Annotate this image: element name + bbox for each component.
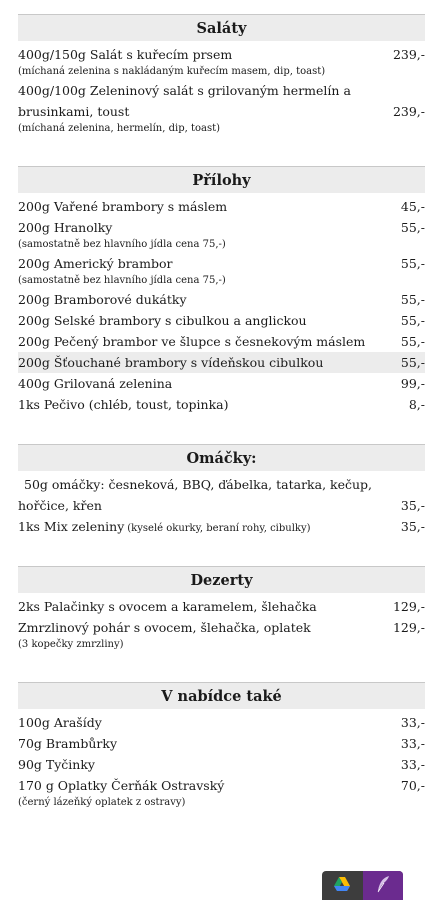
section-title: Omáčky: (18, 444, 425, 471)
item-name: 200g Americký brambor (18, 256, 173, 271)
item-price: 55,- (400, 334, 425, 349)
item-note: (samostatně bez hlavního jídla cena 75,-) (18, 239, 226, 250)
item-name: 2ks Palačinky s ovocem a karamelem, šlehačka (18, 599, 317, 614)
item-price: 55,- (400, 292, 425, 307)
feather-pen-button[interactable] (363, 871, 404, 900)
section-title: Saláty (18, 14, 425, 41)
item-price: 55,- (400, 313, 425, 328)
item-price: 55,- (400, 355, 425, 370)
section-title: V nabídce také (18, 682, 425, 709)
feather-pen-icon (376, 875, 390, 896)
menu-item (18, 310, 425, 331)
item-name: 50g omáčky: česneková, BBQ, ďábelka, tatarka, kečup, (24, 477, 373, 492)
menu-item (18, 733, 425, 754)
menu (18, 14, 425, 840)
section-salaty (18, 14, 425, 137)
menu-item (18, 253, 425, 274)
item-note: (3 kopečky zmrzliny) (18, 639, 124, 650)
item-price: 129,- (392, 599, 425, 614)
item-name: 90g Tyčinky (18, 757, 95, 772)
item-price: 239,- (392, 104, 425, 119)
menu-item (18, 596, 425, 617)
menu-item-highlighted (18, 352, 425, 373)
item-name: 200g Hranolky (18, 220, 113, 235)
floating-toolbar (322, 871, 403, 900)
item-name: 400g/150g Salát s kuřecím prsem (18, 47, 233, 62)
item-name: 1ks Mix zeleniny (18, 519, 125, 534)
item-price: 55,- (400, 256, 425, 271)
item-note: (černý lázeňký oplatek z ostravy) (18, 797, 186, 808)
section-omacky (18, 444, 425, 537)
menu-item (18, 617, 425, 638)
item-price: 45,- (400, 199, 425, 214)
drive-icon (334, 877, 350, 894)
item-name: 200g Pečený brambor ve šlupce s česnekovým máslem (18, 334, 366, 349)
item-note: (samostatně bez hlavního jídla cena 75,-) (18, 275, 226, 286)
item-price: 33,- (400, 757, 425, 772)
menu-item (18, 44, 425, 65)
item-name: 200g Vařené brambory s máslem (18, 199, 228, 214)
section-v-nabidce-take (18, 682, 425, 811)
item-price: 33,- (400, 736, 425, 751)
section-prilohy (18, 166, 425, 415)
item-name: 400g/100g Zeleninový salát s grilovaným hermelín a brusinkami, toust (18, 83, 351, 119)
menu-item (18, 331, 425, 352)
menu-item (18, 754, 425, 775)
item-price: 55,- (400, 220, 425, 235)
item-note: (míchaná zelenina s nakládaným kuřecím masem, dip, toast) (18, 66, 326, 77)
item-price: 70,- (400, 778, 425, 793)
menu-item (18, 80, 425, 122)
item-price: 33,- (400, 715, 425, 730)
section-title: Dezerty (18, 566, 425, 593)
item-name: 170 g Oplatky Čerňák Ostravský (18, 778, 225, 793)
menu-item (18, 196, 425, 217)
item-name: 200g Bramborové dukátky (18, 292, 187, 307)
item-price: 35,- (400, 498, 425, 513)
item-name: 200g Šťouchané brambory s vídeňskou cibulkou (18, 355, 324, 370)
item-name: 100g Arašídy (18, 715, 102, 730)
menu-item (18, 217, 425, 238)
item-note: (míchaná zelenina, hermelín, dip, toast) (18, 123, 221, 134)
item-price: 8,- (408, 397, 425, 412)
menu-item (18, 394, 425, 415)
item-price: 35,- (400, 519, 425, 534)
section-title: Přílohy (18, 166, 425, 193)
item-name: Zmrzlinový pohár s ovocem, šlehačka, oplatek (18, 620, 311, 635)
menu-item (18, 474, 425, 495)
item-name: 400g Grilovaná zelenina (18, 376, 173, 391)
item-price: 239,- (392, 47, 425, 62)
item-name: 70g Brambůrky (18, 736, 118, 751)
menu-item (18, 495, 425, 516)
item-name: 200g Selské brambory s cibulkou a anglickou (18, 313, 307, 328)
menu-item (18, 289, 425, 310)
menu-item (18, 373, 425, 394)
menu-item (18, 516, 425, 537)
item-inline-note: (kyselé okurky, beraní rohy, cibulky) (127, 523, 311, 534)
menu-item (18, 712, 425, 733)
item-name: 1ks Pečivo (chléb, toust, topinka) (18, 397, 229, 412)
section-dezerty (18, 566, 425, 653)
item-price: 99,- (400, 376, 425, 391)
item-name: hořčice, křen (18, 498, 102, 513)
menu-item (18, 775, 425, 796)
drive-button[interactable] (322, 871, 363, 900)
item-price: 129,- (392, 620, 425, 635)
item-name-with-note (18, 516, 401, 537)
